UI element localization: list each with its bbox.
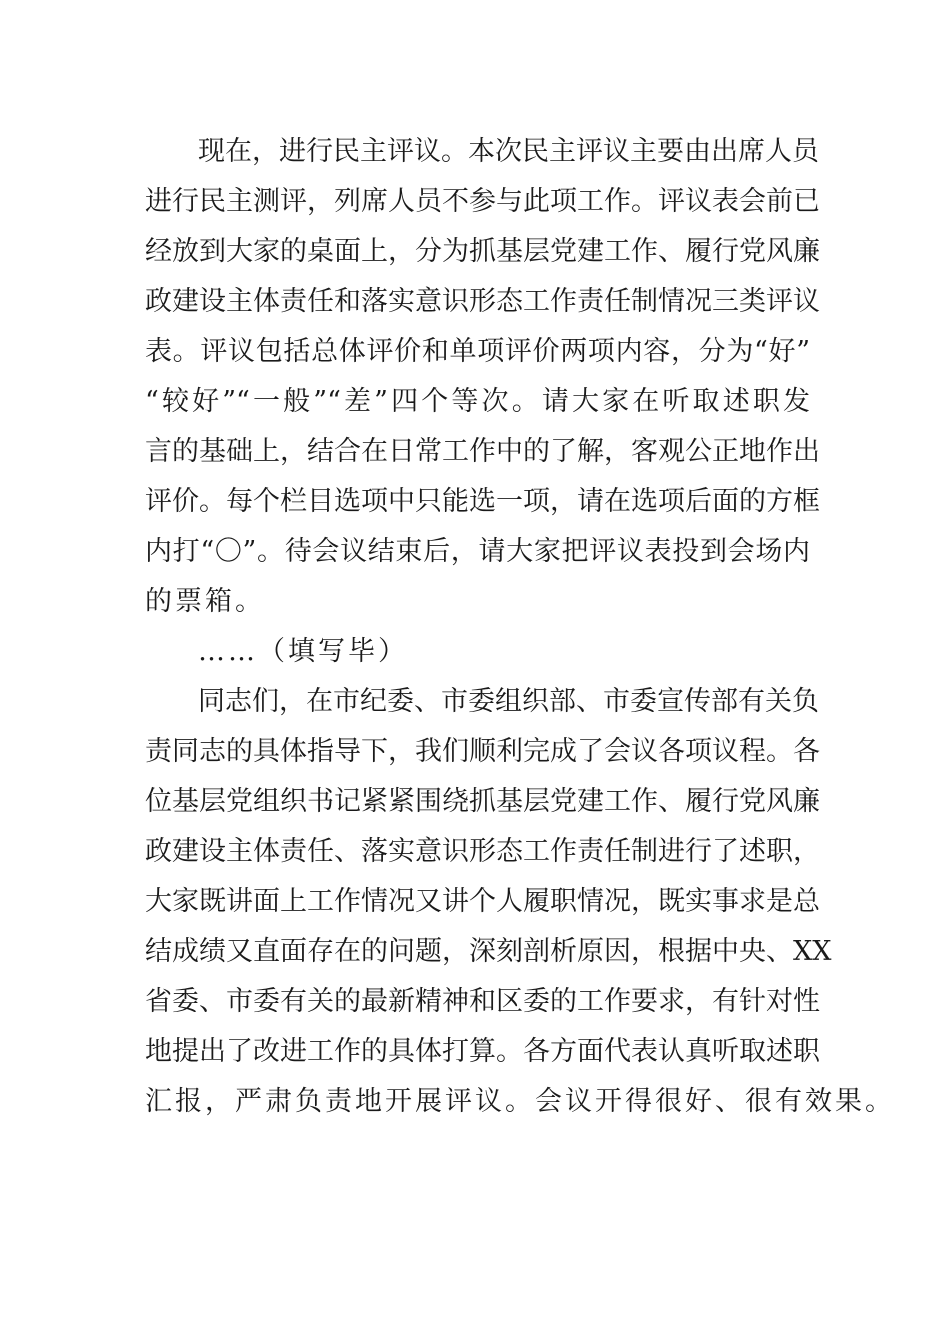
paragraph-3-line-7: 省委、市委有关的最新精神和区委的工作要求，有针对性 — [145, 986, 820, 1017]
paragraph-1-line-1: 现在，进行民主评议。本次民主评议主要由出席人员 — [198, 136, 819, 167]
paragraph-3-line-1: 同志们，在市纪委、市委组织部、市委宣传部有关负 — [198, 686, 819, 717]
paragraph-3-line-5: 大家既讲面上工作情况又讲个人履职情况，既实事求是总 — [145, 886, 820, 917]
paragraph-3-line-8: 地提出了改进工作的具体打算。各方面代表认真听取述职 — [145, 1036, 820, 1067]
paragraph-1-line-6: “较好”“一般”“差”四个等次。请大家在听取述职发 — [145, 386, 810, 417]
paragraph-1-line-2: 进行民主测评，列席人员不参与此项工作。评议表会前已 — [145, 186, 820, 217]
paragraph-1-line-10: 的票箱。 — [145, 586, 265, 617]
paragraph-3-line-6: 结成绩又直面存在的问题，深刻剖析原因，根据中央、XX — [145, 936, 832, 967]
paragraph-3-line-9: 汇报，严肃负责地开展评议。会议开得很好、很有效果。 — [145, 1086, 895, 1117]
paragraph-3-line-2: 责同志的具体指导下，我们顺利完成了会议各项议程。各 — [145, 736, 820, 767]
paragraph-1-line-4: 政建设主体责任和落实意识形态工作责任制情况三类评议 — [145, 286, 820, 317]
paragraph-3-line-4: 政建设主体责任、落实意识形态工作责任制进行了述职， — [145, 836, 820, 867]
paragraph-1-line-8: 评价。每个栏目选项中只能选一项，请在选项后面的方框 — [145, 486, 820, 517]
paragraph-1-line-7: 言的基础上，结合在日常工作中的了解，客观公正地作出 — [145, 436, 820, 467]
paragraph-1-line-5: 表。评议包括总体评价和单项评价两项内容，分为“好” — [145, 336, 810, 367]
paragraph-2-line-1: ……（填写毕） — [198, 636, 408, 667]
paragraph-1-line-3: 经放到大家的桌面上，分为抓基层党建工作、履行党风廉 — [145, 236, 820, 267]
paragraph-1-line-9: 内打“〇”。待会议结束后，请大家把评议表投到会场内 — [145, 536, 810, 567]
paragraph-3-line-3: 位基层党组织书记紧紧围绕抓基层党建工作、履行党风廉 — [145, 786, 820, 817]
